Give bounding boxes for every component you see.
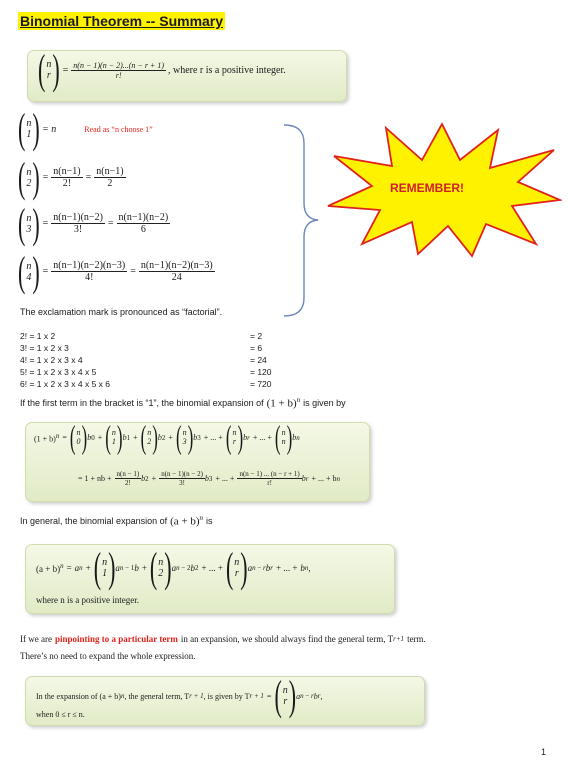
binom-n-r: ( n r ) xyxy=(38,45,60,93)
example-choose-3: ( n 3 ) = $\frac{n(n-1)(n-2)}{3!}$ = $\frac{n(n-1)(n-2)}{6}$ xyxy=(18,198,169,247)
pinpoint-line2: There’s no need to expand the whole expression. xyxy=(20,651,196,661)
factorial-row: 6! = 1 x 2 x 3 x 4 x 5 x 6 = 720 xyxy=(20,379,272,389)
general-term-condition: when 0 ≤ r ≤ n. xyxy=(36,710,85,719)
example-choose-1: ( n 1 ) = n Read as “n choose 1” xyxy=(18,104,153,152)
right-brace xyxy=(282,123,322,318)
factorial-row: 4! = 1 x 2 x 3 x 4 = 24 xyxy=(20,355,267,365)
definition-tail: , where r is a positive integer. xyxy=(168,64,286,76)
definition-box: ( n r ) = $\frac{n(n - 1)(n - 2)...(n - r + 1)}{r!}$ , where r is a positive integer. xyxy=(27,50,347,102)
expansion-a-plus-b-box: $(a + b)^n$ = a n + ( n 1 ) a n − 1 b + ( n 2 ) a n − 2 b 2 + ... + ( n r ) a n − r b r + ... + b n , where n is a positive integer. xyxy=(25,544,395,614)
choose-note: Read as “n choose 1” xyxy=(84,124,153,134)
remember-label: REMEMBER! xyxy=(390,181,464,195)
pinpoint-text: If we are pinpointing to a particular term in an expansion, we should always find the general term, T r+1 term. xyxy=(20,634,426,644)
factorial-row: 5! = 1 x 2 x 3 x 4 x 5 = 120 xyxy=(20,367,272,377)
example-choose-2: ( n 2 ) = $\frac{n(n-1)}{2!}$ = $\frac{n(n-1)}{2}$ xyxy=(18,152,124,201)
factorial-note: The exclamation mark is pronounced as “factorial”. xyxy=(20,307,223,317)
definition-fraction: $\frac{n(n - 1)(n - 2)...(n - r + 1)}{r!}$ xyxy=(73,60,164,80)
expansion-intro: If the first term in the bracket is “1”, the binomial expansion of $(1 + b)^n$ is given by xyxy=(20,396,346,410)
general-intro: In general, the binomial expansion of $(a + b)^n$ is xyxy=(20,514,213,528)
page-number: 1 xyxy=(540,747,546,757)
expansion-one-plus-b-box: $(1 + b)^n$ = ( n 0 ) b 0 + ( n 1 ) b 1 + ( n 2 ) b 2 + ( n 3 ) b 3 + ... + ( n r ) b r + ... + ( n n ) b n = 1 + nb + $\frac{n(n - 1)}{2!}$ b 2 + $\frac{n(n - 1)(n - 2)}{3!}$ b 3 + ... + $\frac{n(n - 1) ... (n - r + 1)}{r!}$ b r + ... + b n xyxy=(25,422,370,502)
factorial-row: 2! = 1 x 2 = 2 xyxy=(20,331,263,341)
page-title: Binomial Theorem -- Summary xyxy=(20,13,224,29)
general-term-box: In the expansion of (a + b) n , the general term, T r + 1 , is given by T r + 1 = ( n r ) a n − r b r , when 0 ≤ r ≤ n. xyxy=(25,676,425,726)
positive-integer-note: where n is a positive integer. xyxy=(36,595,139,605)
factorial-row: 3! = 1 x 2 x 3 = 6 xyxy=(20,343,263,353)
example-choose-4: ( n 4 ) = $\frac{n(n-1)(n-2)(n-3)}{4!}$ = $\frac{n(n-1)(n-2)(n-3)}{24}$ xyxy=(18,246,213,295)
factorial-list xyxy=(20,330,290,390)
